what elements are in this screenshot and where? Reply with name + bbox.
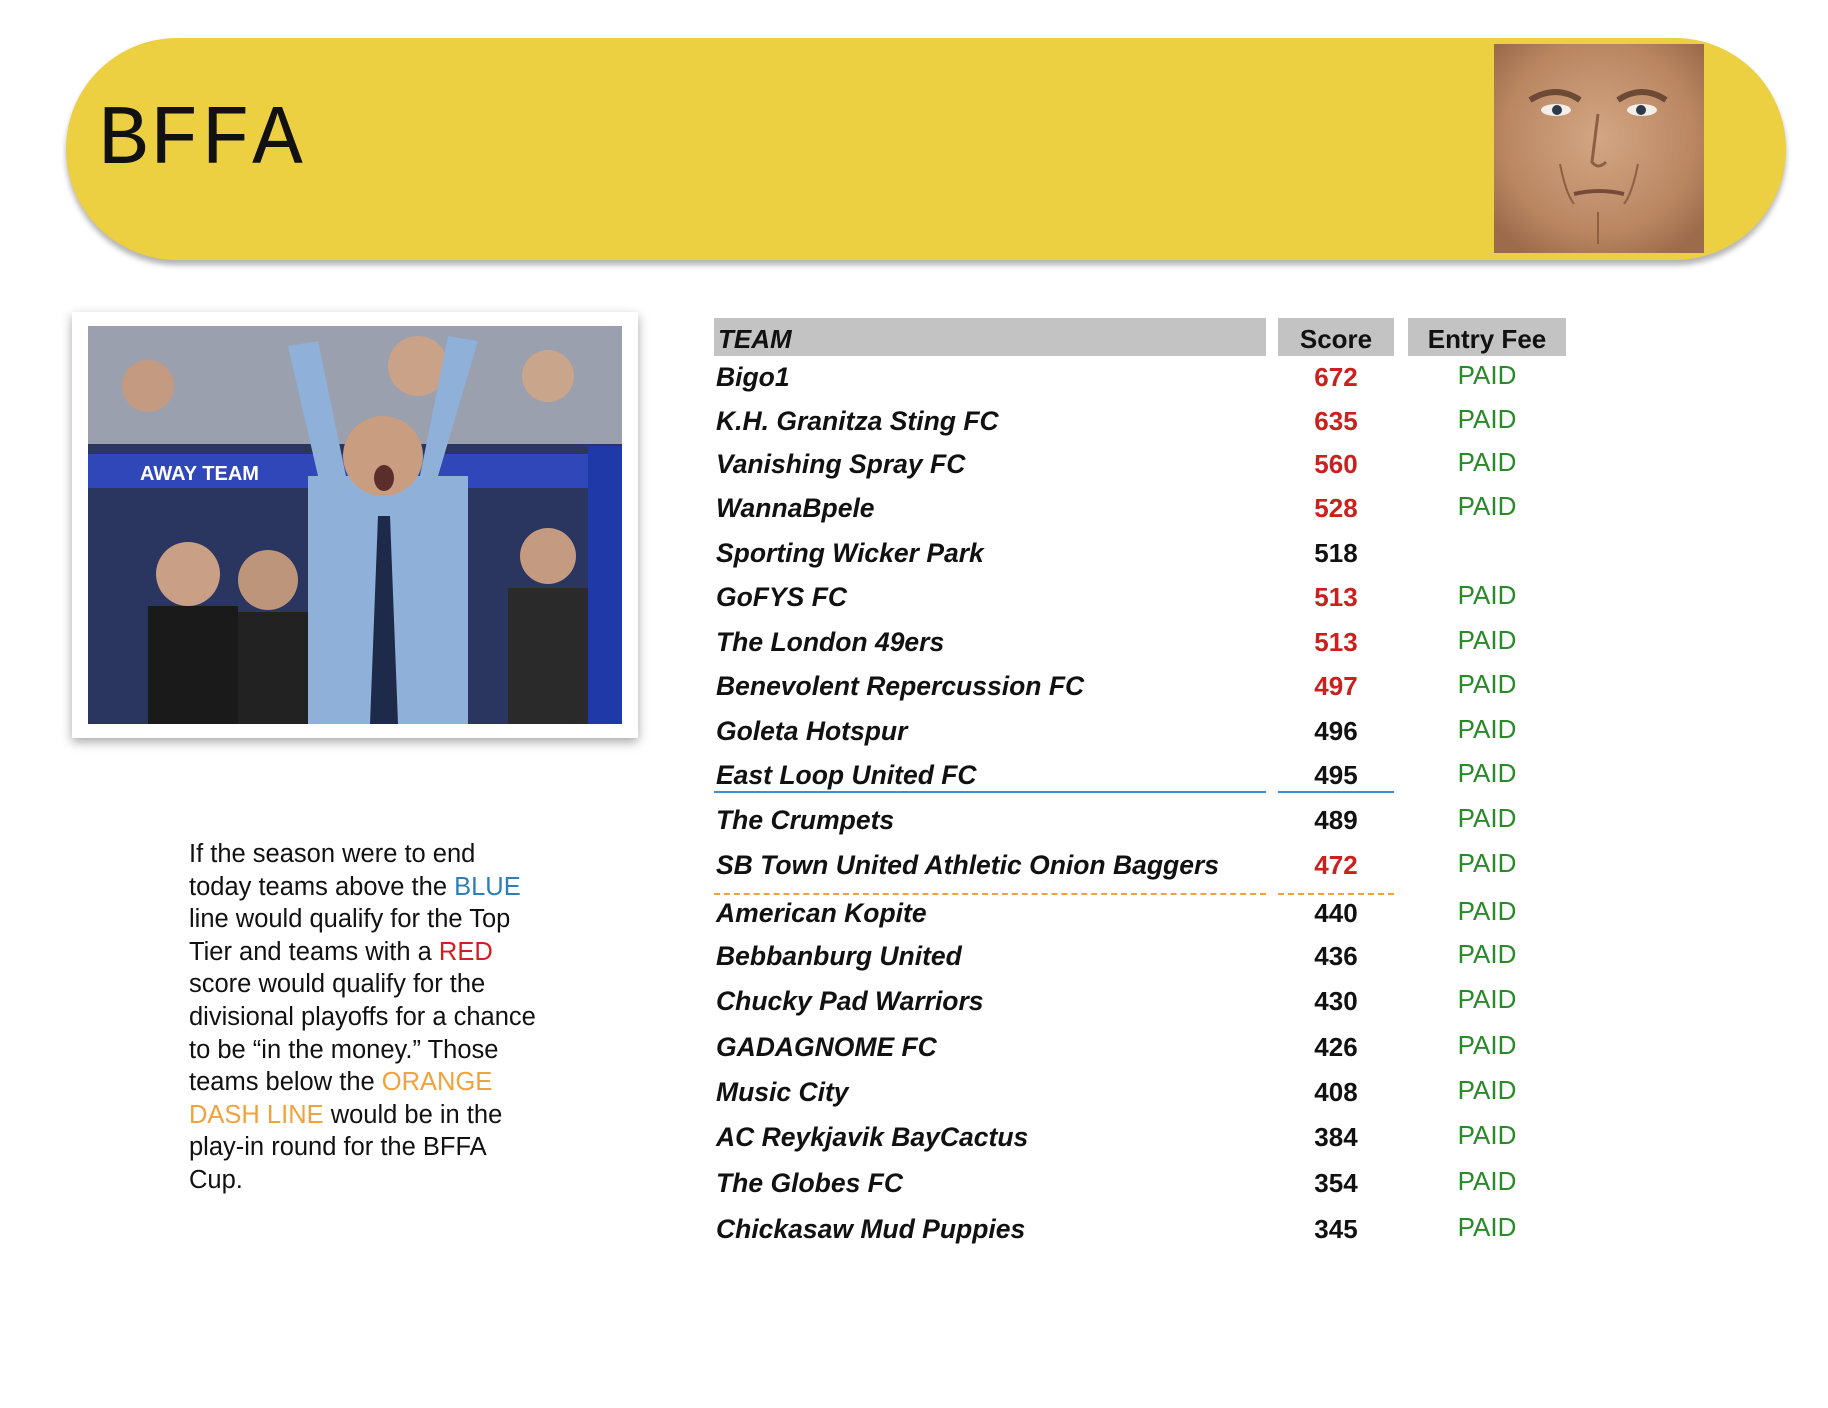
entry-fee-status: PAID <box>1457 758 1517 788</box>
table-row <box>0 493 1828 537</box>
table-row <box>0 850 1828 894</box>
table-row <box>0 449 1828 493</box>
entry-fee-status: PAID <box>1457 939 1517 969</box>
team-score: 560 <box>1314 449 1358 479</box>
note-orange-word: ORANGE DASH LINE <box>189 1068 493 1129</box>
team-score: 495 <box>1314 760 1358 790</box>
team-score: 496 <box>1314 716 1358 746</box>
team-name: WannaBpele <box>716 493 875 523</box>
team-score: 518 <box>1314 538 1358 568</box>
table-row <box>0 1122 1828 1166</box>
team-name: GoFYS FC <box>716 582 848 612</box>
entry-fee-status: PAID <box>1457 848 1517 878</box>
score-column-header <box>1278 318 1394 356</box>
team-name: AC Reykjavik BayCactus <box>716 1122 1029 1152</box>
table-row <box>0 406 1828 450</box>
team-score: 345 <box>1314 1214 1358 1244</box>
team-score: 672 <box>1314 362 1358 392</box>
entry-fee-status: PAID <box>1457 669 1517 699</box>
table-row <box>0 1077 1828 1121</box>
note-text-1: If the season were to end today teams above the <box>189 840 476 901</box>
team-column-header <box>714 318 1266 356</box>
team-score: 384 <box>1314 1122 1358 1152</box>
note-text-3: score would qualify for the divisional playoffs for a chance to be “in the money.” Those teams below the <box>189 970 536 1097</box>
entry-fee-status: PAID <box>1457 491 1517 521</box>
team-name: The London 49ers <box>716 627 945 657</box>
team-score: 354 <box>1314 1168 1358 1198</box>
note-text-4: would be in the play-in round for the BFFA Cup. <box>189 1100 503 1194</box>
table-row <box>0 671 1828 715</box>
table-row <box>0 1032 1828 1076</box>
entry-fee-status: PAID <box>1457 625 1517 655</box>
entry-fee-status: PAID <box>1457 714 1517 744</box>
team-name: The Crumpets <box>716 805 895 835</box>
team-score: 408 <box>1314 1077 1358 1107</box>
team-name: Chucky Pad Warriors <box>716 986 984 1016</box>
team-name: GADAGNOME FC <box>716 1032 937 1062</box>
team-score: 513 <box>1314 582 1358 612</box>
score-header-label: Score <box>1299 324 1373 354</box>
team-score: 489 <box>1314 805 1358 835</box>
fee-header-label: Entry Fee <box>1427 324 1547 354</box>
note-blue-word: BLUE <box>454 872 521 901</box>
page-title: BFFA <box>98 94 304 189</box>
team-name: Bebbanburg United <box>716 941 962 971</box>
entry-fee-status: PAID <box>1457 803 1517 833</box>
entry-fee-status: PAID <box>1457 1120 1517 1150</box>
table-row <box>0 362 1828 406</box>
table-row <box>0 1168 1828 1212</box>
entry-fee-status: PAID <box>1457 447 1517 477</box>
table-row <box>0 805 1828 849</box>
team-score: 440 <box>1314 898 1358 928</box>
entry-fee-status: PAID <box>1457 404 1517 434</box>
entry-fee-status: PAID <box>1457 1075 1517 1105</box>
team-name: Sporting Wicker Park <box>716 538 984 568</box>
table-row <box>0 760 1828 804</box>
blue-cutoff-line-score <box>1278 791 1394 793</box>
team-score: 513 <box>1314 627 1358 657</box>
team-score: 497 <box>1314 671 1358 701</box>
team-header-label: TEAM <box>718 324 792 354</box>
team-score: 635 <box>1314 406 1358 436</box>
entry-fee-status: PAID <box>1457 580 1517 610</box>
face-image <box>1494 44 1704 253</box>
team-name: American Kopite <box>716 898 927 928</box>
table-row <box>0 716 1828 760</box>
table-row <box>0 582 1828 626</box>
team-name: K.H. Granitza Sting FC <box>716 406 999 436</box>
table-row <box>0 941 1828 985</box>
team-name: East Loop United FC <box>716 760 977 790</box>
team-name: Chickasaw Mud Puppies <box>716 1214 1026 1244</box>
table-row <box>0 986 1828 1030</box>
team-name: Music City <box>716 1077 849 1107</box>
blue-cutoff-line-team <box>714 791 1266 793</box>
note-red-word: RED <box>438 937 493 966</box>
table-row <box>0 538 1828 582</box>
table-row <box>0 898 1828 942</box>
entry-fee-status: PAID <box>1457 1030 1517 1060</box>
table-row <box>0 627 1828 671</box>
away-team-sign: AWAY TEAM <box>140 463 259 485</box>
team-name: The Globes FC <box>716 1168 903 1198</box>
team-score: 436 <box>1314 941 1358 971</box>
orange-dash-line-score <box>1278 893 1394 895</box>
entry-fee-status: PAID <box>1457 360 1517 390</box>
team-name: Benevolent Repercussion FC <box>716 671 1085 701</box>
team-score: 426 <box>1314 1032 1358 1062</box>
team-score: 430 <box>1314 986 1358 1016</box>
team-score: 472 <box>1314 850 1358 880</box>
table-row <box>0 1214 1828 1258</box>
team-name: Bigo1 <box>716 362 790 392</box>
orange-dash-line-team <box>714 893 1266 895</box>
team-name: SB Town United Athletic Onion Baggers <box>716 850 1220 880</box>
team-name: Vanishing Spray FC <box>716 449 966 479</box>
portrait-image <box>1494 44 1704 253</box>
entry-fee-status: PAID <box>1457 1212 1517 1242</box>
entry-fee-status: PAID <box>1457 896 1517 926</box>
fee-column-header <box>1408 318 1566 356</box>
entry-fee-status: PAID <box>1457 984 1517 1014</box>
note-text-2: line would qualify for the Top Tier and teams with a <box>189 905 511 966</box>
team-name: Goleta Hotspur <box>716 716 908 746</box>
entry-fee-status: PAID <box>1457 1166 1517 1196</box>
team-score: 528 <box>1314 493 1358 523</box>
